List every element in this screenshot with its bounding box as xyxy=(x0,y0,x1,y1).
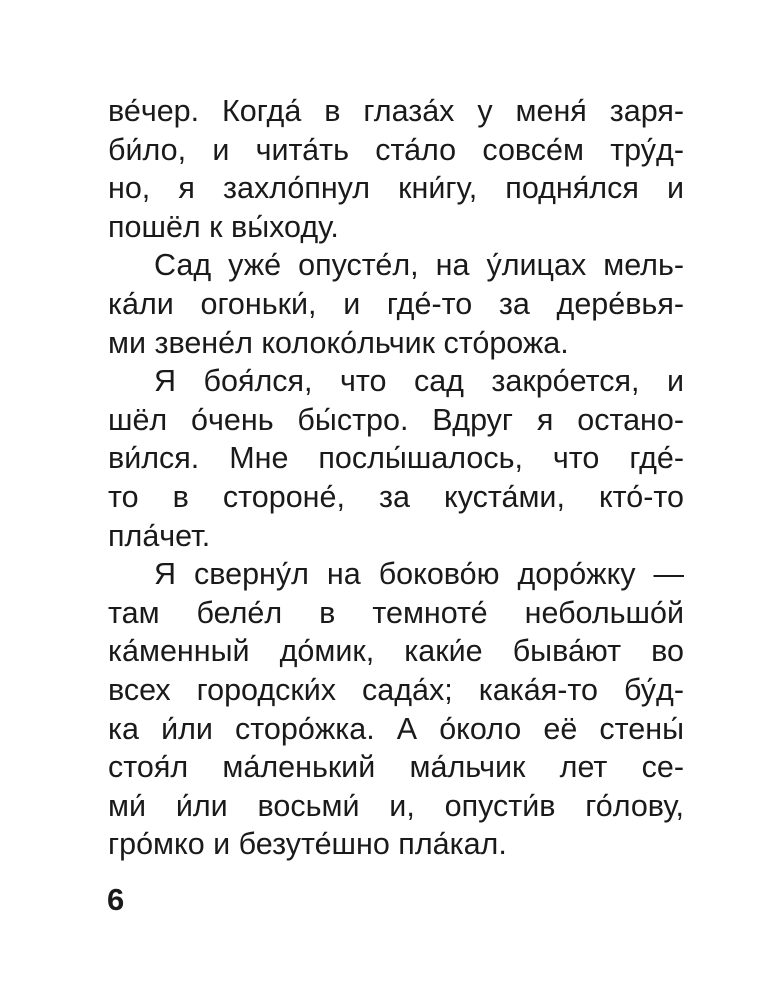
page-number: 6 xyxy=(107,882,125,917)
text-line: там беле́л в темноте́ небольшо́й xyxy=(108,595,684,630)
text-line: шёл о́чень бы́стро. Вдруг я остано- xyxy=(108,402,684,437)
text-line: Я боя́лся, что сад закро́ется, и xyxy=(154,364,684,399)
text-line: гро́мко и безуте́шно пла́кал. xyxy=(108,827,507,862)
text-line: всех городски́х сада́х; кака́я-то бу́д- xyxy=(108,672,684,707)
text-line: пла́чет. xyxy=(108,518,211,553)
book-page-text xyxy=(108,92,684,864)
text-line: Я сверну́л на боково́ю доро́жку — xyxy=(154,557,684,592)
text-line: ка́менный до́мик, каки́е быва́ют во xyxy=(108,634,684,669)
text-line: стоя́л ма́ленький ма́льчик лет се- xyxy=(108,750,684,785)
text-line: пошёл к вы́ходу. xyxy=(108,209,339,244)
text-line: то в стороне́, за куста́ми, кто́-то xyxy=(108,479,684,514)
text-line: ми звене́л колоко́льчик сто́рожа. xyxy=(108,325,569,360)
text-line: ка́ли огоньки́, и где́-то за дере́вья- xyxy=(108,286,684,321)
text-line: Сад уже́ опусте́л, на у́лицах мель- xyxy=(154,248,684,283)
text-line: ка и́ли сторо́жка. А о́коло её стены́ xyxy=(108,711,684,746)
text-line: но, я захло́пнул кни́гу, подня́лся и xyxy=(108,171,684,206)
text-line: ми́ и́ли восьми́ и, опусти́в го́лову, xyxy=(108,788,684,823)
text-line: би́ло, и чита́ть ста́ло совсе́м тру́д- xyxy=(108,132,684,167)
text-line: ве́чер. Когда́ в глаза́х у меня́ заря- xyxy=(108,94,684,128)
text-line: ви́лся. Мне послы́шалось, что где́- xyxy=(108,441,684,476)
